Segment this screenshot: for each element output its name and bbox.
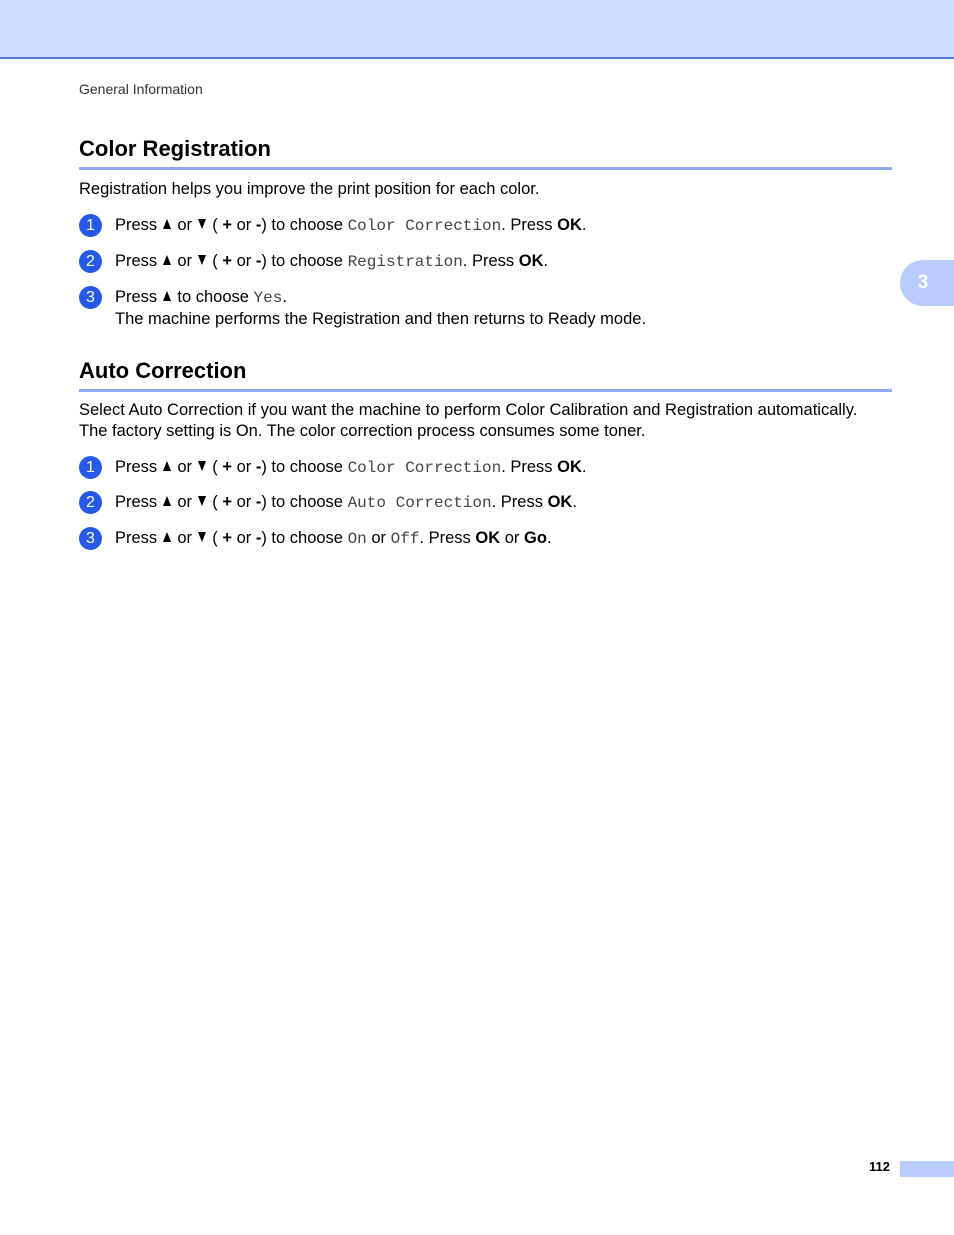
intro-text [79,400,892,442]
section-title: Auto Correction [79,357,892,392]
step-text: Press [115,493,158,511]
plus-key: + [222,216,232,234]
step-number-icon: 1 [79,214,102,237]
ok-key: OK [475,529,501,547]
step-text: . [581,216,587,234]
up-arrow-icon [163,219,171,229]
intro-text: Registration helps you improve the print position for each color. [79,180,540,198]
step-text: Press [115,458,158,476]
down-arrow-icon [198,496,206,506]
step-text: or [236,216,252,234]
step-text: to choose [271,216,343,234]
minus-key: - [255,493,262,511]
plus-key: + [222,493,232,511]
breadcrumb: General Information [79,81,203,97]
section-color-registration [79,135,892,170]
step-text: to choose [271,493,343,511]
step-text: Press [115,252,158,270]
step-item [79,492,892,514]
down-arrow-icon [198,255,206,265]
header-band [0,0,954,59]
minus-key: - [255,458,262,476]
step-text: . Press [501,216,553,234]
step-text: ( [212,493,218,511]
step-text: Press [115,288,158,306]
up-arrow-icon [163,255,171,265]
page-number-bar [900,1161,954,1177]
step-text: . Press [419,529,471,547]
ok-key: OK [557,216,582,234]
step-text: or [504,529,520,547]
step-text: . [546,529,552,547]
intro-line: Select Auto Correction if you want the machine to perform Color Calibration and Registration automatically. [79,401,858,419]
step-text: to choose [271,252,343,270]
menu-option: Off [390,530,420,548]
ok-key: OK [518,252,544,270]
step-text: ) [261,529,267,547]
step-text: or [177,458,193,476]
section-auto-correction [79,357,892,392]
menu-option: Registration [347,253,463,271]
step-text: ( [212,458,218,476]
menu-option: Color Correction [347,217,502,235]
step-text: . [581,458,587,476]
step-number-icon: 3 [79,527,102,550]
step-text: to choose [271,458,343,476]
step-text: ( [212,252,218,270]
minus-key: - [255,252,262,270]
menu-option: Color Correction [347,459,502,477]
step-text: . [543,252,549,270]
minus-key: - [255,529,262,547]
step-number-icon: 1 [79,456,102,479]
intro-line: The factory setting is On. The color correction process consumes some toner. [79,422,646,440]
up-arrow-icon [163,461,171,471]
step-text: ) [261,493,267,511]
step-text: . [282,288,287,306]
menu-option: Auto Correction [347,494,492,512]
step-note: The machine performs the Registration and then returns to Ready mode. [115,310,647,328]
minus-key: - [255,216,262,234]
step-text: or [177,252,193,270]
up-arrow-icon [163,496,171,506]
step-text: or [371,529,387,547]
step-text: or [236,252,252,270]
step-text: . Press [501,458,553,476]
step-text: or [236,458,252,476]
menu-option: On [347,530,367,548]
plus-key: + [222,458,232,476]
step-text: . Press [462,252,515,270]
step-number-icon: 2 [79,250,102,273]
up-arrow-icon [163,291,171,301]
step-text: Press [115,529,158,547]
ok-key: OK [547,493,573,511]
step-item [79,457,892,479]
ok-key: OK [557,458,582,476]
step-text: ( [212,216,218,234]
section-title: Color Registration [79,135,892,170]
down-arrow-icon [198,532,206,542]
step-number-icon: 2 [79,491,102,514]
step-text: ) [261,458,267,476]
step-text: or [177,216,193,234]
step-text: Press [115,216,158,234]
down-arrow-icon [198,219,206,229]
step-text: ( [212,529,218,547]
step-text: . Press [491,493,543,511]
step-text: or [177,529,193,547]
down-arrow-icon [198,461,206,471]
step-text: or [236,493,252,511]
page-number: 112 [869,1159,890,1174]
up-arrow-icon [163,532,171,542]
step-text: to choose [177,288,249,306]
step-text: to choose [271,529,343,547]
step-item [79,215,892,237]
step-text: or [236,529,252,547]
chapter-number: 3 [917,272,929,293]
step-number-icon: 3 [79,286,102,309]
chapter-tab [900,260,954,306]
step-text: or [177,493,193,511]
go-key: Go [524,529,547,547]
plus-key: + [222,252,232,270]
step-item [79,251,892,273]
step-item [79,287,892,330]
step-text: ) [261,252,267,270]
step-text: ) [261,216,267,234]
step-item [79,528,892,550]
menu-option: Yes [253,289,283,307]
plus-key: + [222,529,232,547]
step-text: . [572,493,577,511]
